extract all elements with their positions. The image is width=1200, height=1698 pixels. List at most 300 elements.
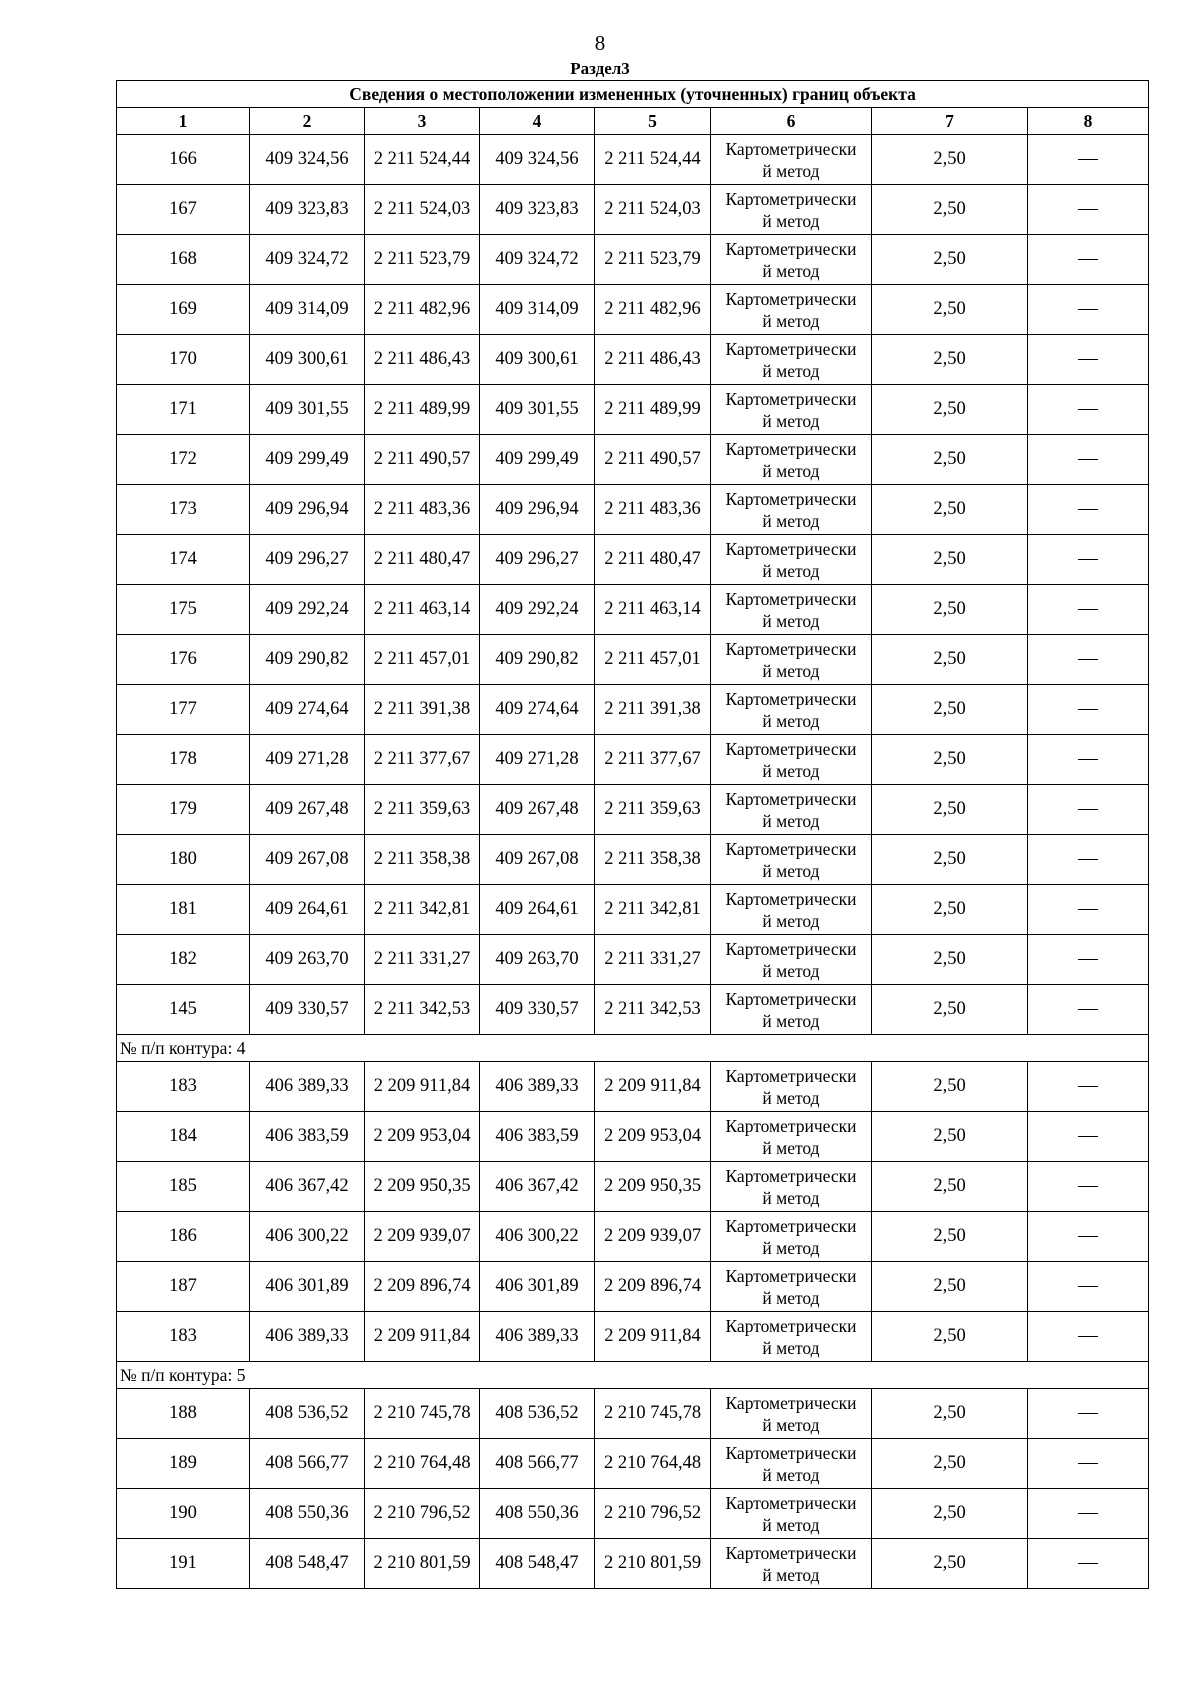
method-line: й метод (762, 910, 820, 931)
description-cell (1028, 435, 1149, 485)
column-number: 7 (872, 108, 1028, 135)
method-line: й метод (762, 960, 820, 981)
y-new-cell: 2 210 796,52 (595, 1489, 711, 1539)
table-caption-row (117, 81, 1149, 108)
point-number-cell: 173 (117, 485, 250, 535)
empty-dash (1078, 1136, 1098, 1137)
x-new-cell: 409 267,48 (480, 785, 595, 835)
accuracy-cell: 2,50 (872, 1389, 1028, 1439)
accuracy-cell: 2,50 (872, 185, 1028, 235)
column-number: 5 (595, 108, 711, 135)
method-line: й метод (762, 160, 820, 181)
y-existing-cell: 2 211 524,03 (365, 185, 480, 235)
x-new-cell: 409 292,24 (480, 585, 595, 635)
empty-dash (1078, 409, 1098, 410)
description-cell (1028, 1489, 1149, 1539)
method-line: й метод (762, 1237, 820, 1258)
contour-row (117, 1035, 1149, 1062)
y-existing-cell: 2 211 524,44 (365, 135, 480, 185)
y-existing-cell: 2 211 480,47 (365, 535, 480, 585)
method-cell (711, 985, 872, 1035)
description-cell (1028, 135, 1149, 185)
y-new-cell: 2 209 950,35 (595, 1162, 711, 1212)
table-row (117, 635, 1149, 685)
point-number-cell: 184 (117, 1112, 250, 1162)
description-cell (1028, 535, 1149, 585)
y-existing-cell: 2 211 331,27 (365, 935, 480, 985)
method-line: Картометрически (725, 1215, 857, 1236)
description-cell (1028, 185, 1149, 235)
point-number-cell: 175 (117, 585, 250, 635)
y-new-cell: 2 209 953,04 (595, 1112, 711, 1162)
point-number-cell: 179 (117, 785, 250, 835)
empty-dash (1078, 709, 1098, 710)
x-existing-cell: 409 323,83 (250, 185, 365, 235)
y-new-cell: 2 210 745,78 (595, 1389, 711, 1439)
table-row (117, 1439, 1149, 1489)
method-line: Картометрически (725, 1542, 857, 1563)
point-number-cell: 177 (117, 685, 250, 735)
y-existing-cell: 2 211 489,99 (365, 385, 480, 435)
x-new-cell: 406 389,33 (480, 1312, 595, 1362)
x-existing-cell: 409 290,82 (250, 635, 365, 685)
description-cell (1028, 1439, 1149, 1489)
method-cell (711, 535, 872, 585)
x-new-cell: 409 271,28 (480, 735, 595, 785)
point-number-cell: 183 (117, 1062, 250, 1112)
table-row (117, 235, 1149, 285)
y-existing-cell: 2 211 523,79 (365, 235, 480, 285)
accuracy-cell: 2,50 (872, 935, 1028, 985)
method-line: й метод (762, 610, 820, 631)
y-existing-cell: 2 211 358,38 (365, 835, 480, 885)
accuracy-cell: 2,50 (872, 535, 1028, 585)
x-new-cell: 406 367,42 (480, 1162, 595, 1212)
empty-dash (1078, 1513, 1098, 1514)
method-line: Картометрически (725, 788, 857, 809)
method-line: й метод (762, 410, 820, 431)
description-cell (1028, 735, 1149, 785)
y-existing-cell: 2 211 486,43 (365, 335, 480, 385)
accuracy-cell: 2,50 (872, 285, 1028, 335)
y-new-cell: 2 211 486,43 (595, 335, 711, 385)
y-existing-cell: 2 211 457,01 (365, 635, 480, 685)
description-cell (1028, 235, 1149, 285)
method-line: й метод (762, 1464, 820, 1485)
method-line: Картометрически (725, 1442, 857, 1463)
x-new-cell: 409 274,64 (480, 685, 595, 735)
x-new-cell: 408 566,77 (480, 1439, 595, 1489)
empty-dash (1078, 509, 1098, 510)
empty-dash (1078, 1286, 1098, 1287)
point-number-cell: 171 (117, 385, 250, 435)
y-new-cell: 2 211 490,57 (595, 435, 711, 485)
method-line: Картометрически (725, 1265, 857, 1286)
x-existing-cell: 408 536,52 (250, 1389, 365, 1439)
method-cell (711, 185, 872, 235)
x-new-cell: 409 323,83 (480, 185, 595, 235)
y-existing-cell: 2 209 911,84 (365, 1312, 480, 1362)
column-number: 2 (250, 108, 365, 135)
method-cell (711, 1062, 872, 1112)
table-row (117, 1489, 1149, 1539)
y-existing-cell: 2 210 764,48 (365, 1439, 480, 1489)
table-row (117, 685, 1149, 735)
point-number-cell: 187 (117, 1262, 250, 1312)
empty-dash (1078, 759, 1098, 760)
x-existing-cell: 409 324,72 (250, 235, 365, 285)
point-number-cell: 145 (117, 985, 250, 1035)
accuracy-cell: 2,50 (872, 1439, 1028, 1489)
empty-dash (1078, 909, 1098, 910)
method-cell (711, 1439, 872, 1489)
y-new-cell: 2 211 524,44 (595, 135, 711, 185)
x-new-cell: 408 550,36 (480, 1489, 595, 1539)
description-cell (1028, 785, 1149, 835)
x-existing-cell: 409 274,64 (250, 685, 365, 735)
method-line: й метод (762, 1287, 820, 1308)
x-existing-cell: 409 292,24 (250, 585, 365, 635)
method-line: Картометрически (725, 188, 857, 209)
contour-label: № п/п контура: 5 (117, 1362, 1149, 1389)
table-row (117, 285, 1149, 335)
method-line: й метод (762, 1010, 820, 1031)
method-line: Картометрически (725, 338, 857, 359)
x-existing-cell: 409 301,55 (250, 385, 365, 435)
method-cell (711, 835, 872, 885)
empty-dash (1078, 809, 1098, 810)
description-cell (1028, 1262, 1149, 1312)
column-number: 4 (480, 108, 595, 135)
method-line: Картометрически (725, 1065, 857, 1086)
y-new-cell: 2 211 457,01 (595, 635, 711, 685)
point-number-cell: 168 (117, 235, 250, 285)
description-cell (1028, 685, 1149, 735)
description-cell (1028, 385, 1149, 435)
method-line: й метод (762, 1137, 820, 1158)
method-line: Картометрически (725, 888, 857, 909)
x-existing-cell: 406 301,89 (250, 1262, 365, 1312)
accuracy-cell: 2,50 (872, 685, 1028, 735)
method-line: Картометрически (725, 638, 857, 659)
method-line: й метод (762, 310, 820, 331)
point-number-cell: 189 (117, 1439, 250, 1489)
empty-dash (1078, 1186, 1098, 1187)
point-number-cell: 176 (117, 635, 250, 685)
y-new-cell: 2 211 523,79 (595, 235, 711, 285)
method-cell (711, 335, 872, 385)
y-existing-cell: 2 210 796,52 (365, 1489, 480, 1539)
point-number-cell: 186 (117, 1212, 250, 1262)
table-caption: Сведения о местоположении измененных (уточненных) границ объекта (117, 81, 1149, 108)
point-number-cell: 170 (117, 335, 250, 385)
table-row (117, 985, 1149, 1035)
method-cell (711, 235, 872, 285)
accuracy-cell: 2,50 (872, 1312, 1028, 1362)
method-line: й метод (762, 210, 820, 231)
table-row (117, 785, 1149, 835)
contour-row (117, 1362, 1149, 1389)
accuracy-cell: 2,50 (872, 1539, 1028, 1589)
x-existing-cell: 409 324,56 (250, 135, 365, 185)
y-new-cell: 2 210 764,48 (595, 1439, 711, 1489)
description-cell (1028, 485, 1149, 535)
accuracy-cell: 2,50 (872, 835, 1028, 885)
y-existing-cell: 2 211 463,14 (365, 585, 480, 635)
method-line: й метод (762, 860, 820, 881)
y-existing-cell: 2 211 359,63 (365, 785, 480, 835)
x-new-cell: 409 267,08 (480, 835, 595, 885)
y-new-cell: 2 211 359,63 (595, 785, 711, 835)
x-new-cell: 409 301,55 (480, 385, 595, 435)
description-cell (1028, 635, 1149, 685)
x-new-cell: 406 301,89 (480, 1262, 595, 1312)
table-row (117, 585, 1149, 635)
method-line: й метод (762, 710, 820, 731)
x-existing-cell: 409 263,70 (250, 935, 365, 985)
description-cell (1028, 935, 1149, 985)
method-cell (711, 735, 872, 785)
x-existing-cell: 406 300,22 (250, 1212, 365, 1262)
point-number-cell: 185 (117, 1162, 250, 1212)
y-new-cell: 2 211 483,36 (595, 485, 711, 535)
method-line: Картометрически (725, 388, 857, 409)
point-number-cell: 167 (117, 185, 250, 235)
point-number-cell: 182 (117, 935, 250, 985)
method-line: й метод (762, 560, 820, 581)
empty-dash (1078, 559, 1098, 560)
table-row (117, 835, 1149, 885)
x-new-cell: 409 324,56 (480, 135, 595, 185)
empty-dash (1078, 459, 1098, 460)
y-existing-cell: 2 211 483,36 (365, 485, 480, 535)
y-new-cell: 2 211 524,03 (595, 185, 711, 235)
y-existing-cell: 2 211 391,38 (365, 685, 480, 735)
x-existing-cell: 408 566,77 (250, 1439, 365, 1489)
empty-dash (1078, 1009, 1098, 1010)
y-existing-cell: 2 209 939,07 (365, 1212, 480, 1262)
y-existing-cell: 2 209 896,74 (365, 1262, 480, 1312)
x-existing-cell: 409 314,09 (250, 285, 365, 335)
table-row (117, 135, 1149, 185)
table-row (117, 385, 1149, 435)
table-row (117, 735, 1149, 785)
method-cell (711, 435, 872, 485)
accuracy-cell: 2,50 (872, 435, 1028, 485)
point-number-cell: 180 (117, 835, 250, 885)
method-line: Картометрически (725, 1115, 857, 1136)
y-new-cell: 2 211 391,38 (595, 685, 711, 735)
method-line: Картометрически (725, 238, 857, 259)
column-number: 6 (711, 108, 872, 135)
accuracy-cell: 2,50 (872, 1112, 1028, 1162)
x-new-cell: 408 548,47 (480, 1539, 595, 1589)
empty-dash (1078, 1236, 1098, 1237)
method-line: й метод (762, 510, 820, 531)
accuracy-cell: 2,50 (872, 1212, 1028, 1262)
method-cell (711, 1112, 872, 1162)
x-new-cell: 409 300,61 (480, 335, 595, 385)
point-number-cell: 172 (117, 435, 250, 485)
point-number-cell: 174 (117, 535, 250, 585)
x-new-cell: 409 264,61 (480, 885, 595, 935)
accuracy-cell: 2,50 (872, 735, 1028, 785)
empty-dash (1078, 1413, 1098, 1414)
empty-dash (1078, 609, 1098, 610)
accuracy-cell: 2,50 (872, 1489, 1028, 1539)
table-row (117, 485, 1149, 535)
table-row (117, 1112, 1149, 1162)
y-new-cell: 2 211 480,47 (595, 535, 711, 585)
x-new-cell: 409 296,27 (480, 535, 595, 585)
column-number: 8 (1028, 108, 1149, 135)
table-row (117, 1062, 1149, 1112)
empty-dash (1078, 209, 1098, 210)
page-number: 8 (594, 31, 606, 55)
empty-dash (1078, 159, 1098, 160)
x-new-cell: 409 330,57 (480, 985, 595, 1035)
x-new-cell: 409 314,09 (480, 285, 595, 335)
method-line: й метод (762, 1564, 820, 1585)
y-existing-cell: 2 211 377,67 (365, 735, 480, 785)
method-line: й метод (762, 1187, 820, 1208)
point-number-cell: 183 (117, 1312, 250, 1362)
empty-dash (1078, 1563, 1098, 1564)
y-existing-cell: 2 211 342,81 (365, 885, 480, 935)
method-line: й метод (762, 1337, 820, 1358)
y-new-cell: 2 209 911,84 (595, 1312, 711, 1362)
point-number-cell: 166 (117, 135, 250, 185)
description-cell (1028, 335, 1149, 385)
accuracy-cell: 2,50 (872, 785, 1028, 835)
method-line: Картометрически (725, 138, 857, 159)
method-cell (711, 285, 872, 335)
x-existing-cell: 406 389,33 (250, 1062, 365, 1112)
y-existing-cell: 2 210 801,59 (365, 1539, 480, 1589)
method-cell (711, 685, 872, 735)
table-row (117, 535, 1149, 585)
x-existing-cell: 409 264,61 (250, 885, 365, 935)
method-cell (711, 1212, 872, 1262)
y-existing-cell: 2 211 490,57 (365, 435, 480, 485)
coordinates-table (116, 80, 1149, 1589)
description-cell (1028, 985, 1149, 1035)
y-existing-cell: 2 211 342,53 (365, 985, 480, 1035)
method-line: Картометрически (725, 288, 857, 309)
method-line: Картометрически (725, 988, 857, 1009)
y-new-cell: 2 209 939,07 (595, 1212, 711, 1262)
method-line: Картометрически (725, 588, 857, 609)
y-new-cell: 2 210 801,59 (595, 1539, 711, 1589)
method-line: Картометрически (725, 688, 857, 709)
method-cell (711, 1539, 872, 1589)
method-line: й метод (762, 460, 820, 481)
x-existing-cell: 409 296,27 (250, 535, 365, 585)
y-new-cell: 2 211 342,81 (595, 885, 711, 935)
x-existing-cell: 409 299,49 (250, 435, 365, 485)
x-existing-cell: 409 267,08 (250, 835, 365, 885)
table-row (117, 1162, 1149, 1212)
table-row (117, 1389, 1149, 1439)
empty-dash (1078, 1086, 1098, 1087)
table-row (117, 1539, 1149, 1589)
description-cell (1028, 585, 1149, 635)
x-existing-cell: 409 296,94 (250, 485, 365, 535)
method-line: й метод (762, 260, 820, 281)
empty-dash (1078, 359, 1098, 360)
x-new-cell: 409 263,70 (480, 935, 595, 985)
method-cell (711, 1389, 872, 1439)
empty-dash (1078, 859, 1098, 860)
y-new-cell: 2 211 331,27 (595, 935, 711, 985)
method-cell (711, 935, 872, 985)
x-existing-cell: 409 300,61 (250, 335, 365, 385)
method-cell (711, 1162, 872, 1212)
method-line: Картометрически (725, 1492, 857, 1513)
method-cell (711, 1262, 872, 1312)
table-row (117, 1212, 1149, 1262)
x-existing-cell: 409 271,28 (250, 735, 365, 785)
accuracy-cell: 2,50 (872, 885, 1028, 935)
method-line: Картометрически (725, 1315, 857, 1336)
y-new-cell: 2 211 377,67 (595, 735, 711, 785)
x-new-cell: 409 296,94 (480, 485, 595, 535)
empty-dash (1078, 309, 1098, 310)
y-existing-cell: 2 209 911,84 (365, 1062, 480, 1112)
x-new-cell: 409 299,49 (480, 435, 595, 485)
y-existing-cell: 2 209 953,04 (365, 1112, 480, 1162)
method-cell (711, 385, 872, 435)
method-line: й метод (762, 760, 820, 781)
y-existing-cell: 2 209 950,35 (365, 1162, 480, 1212)
column-number: 3 (365, 108, 480, 135)
y-new-cell: 2 209 896,74 (595, 1262, 711, 1312)
method-line: Картометрически (725, 488, 857, 509)
accuracy-cell: 2,50 (872, 235, 1028, 285)
method-cell (711, 485, 872, 535)
description-cell (1028, 885, 1149, 935)
method-line: й метод (762, 360, 820, 381)
y-new-cell: 2 211 482,96 (595, 285, 711, 335)
x-new-cell: 409 324,72 (480, 235, 595, 285)
y-new-cell: 2 209 911,84 (595, 1062, 711, 1112)
point-number-cell: 190 (117, 1489, 250, 1539)
description-cell (1028, 285, 1149, 335)
empty-dash (1078, 259, 1098, 260)
x-existing-cell: 406 383,59 (250, 1112, 365, 1162)
description-cell (1028, 1539, 1149, 1589)
table-body (117, 81, 1149, 1589)
contour-label: № п/п контура: 4 (117, 1035, 1149, 1062)
empty-dash (1078, 1336, 1098, 1337)
table-row (117, 885, 1149, 935)
x-new-cell: 408 536,52 (480, 1389, 595, 1439)
accuracy-cell: 2,50 (872, 1162, 1028, 1212)
accuracy-cell: 2,50 (872, 1262, 1028, 1312)
method-cell (711, 885, 872, 935)
y-new-cell: 2 211 342,53 (595, 985, 711, 1035)
point-number-cell: 191 (117, 1539, 250, 1589)
method-line: й метод (762, 810, 820, 831)
point-number-cell: 181 (117, 885, 250, 935)
method-cell (711, 1312, 872, 1362)
x-existing-cell: 406 367,42 (250, 1162, 365, 1212)
method-line: Картометрически (725, 838, 857, 859)
accuracy-cell: 2,50 (872, 485, 1028, 535)
method-line: й метод (762, 660, 820, 681)
method-cell (711, 585, 872, 635)
section-title: Раздел3 (570, 59, 630, 78)
